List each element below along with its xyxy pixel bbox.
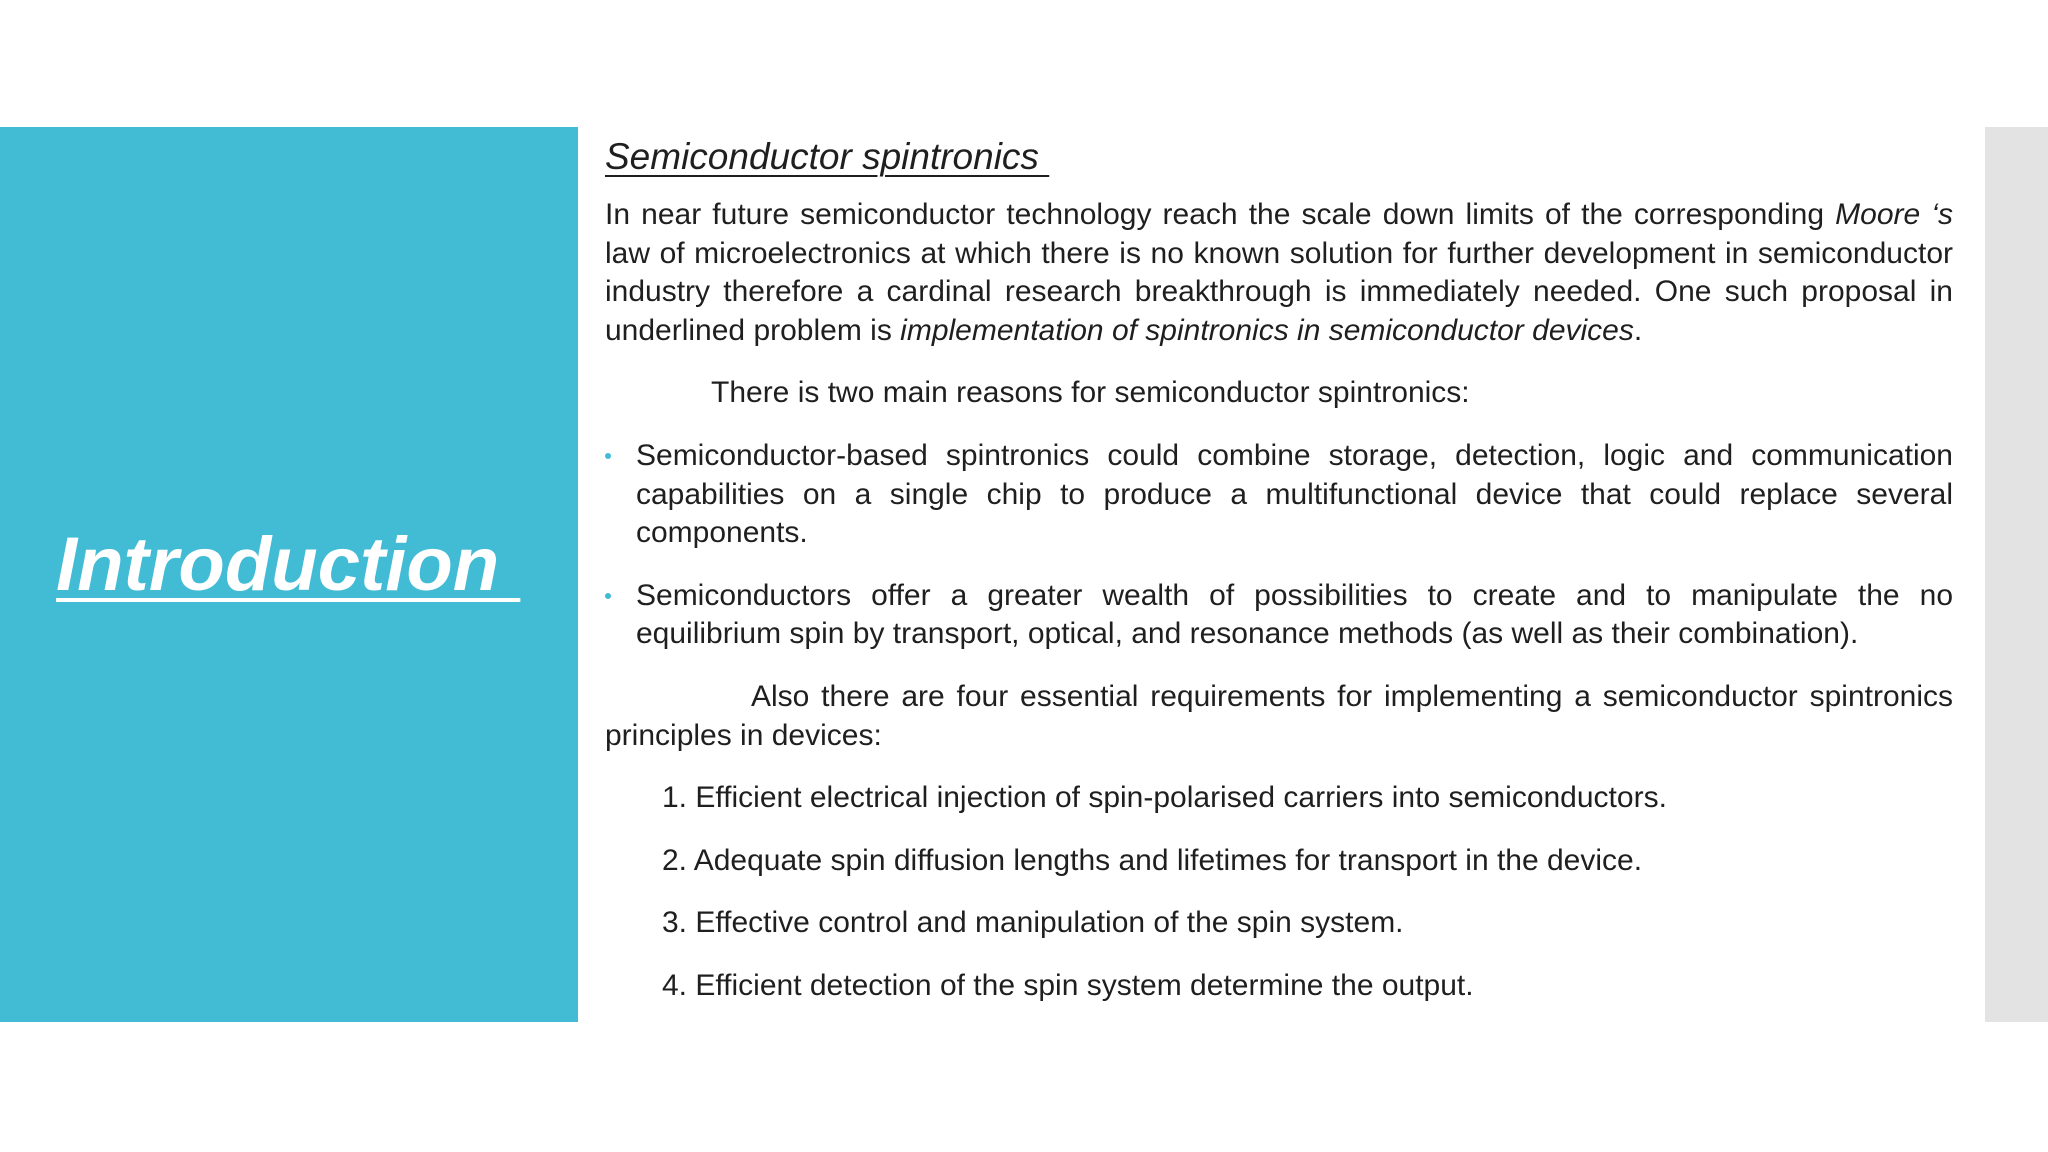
reasons-list [605,437,1953,654]
reason-text: Semiconductors offer a greater wealth of possibilities to create and to manipulate the no equilibrium spin by transport, optical, and resonance methods (as well as their combination). [636,578,1953,651]
intro-moore: Moore ‘s [1835,198,1953,231]
reason-item [605,437,1953,553]
intro-text-1: In near future semiconductor technology reach the scale down limits of the corresponding [605,198,1836,231]
requirement-item: 4. Efficient detection of the spin system determine the output. [662,968,1474,1002]
requirements-heading: Also there are four essential requirements for implementing a semiconductor spintronics principles in devices: [605,679,1953,752]
reason-text: Semiconductor-based spintronics could combine storage, detection, logic and communication capabilities on a single chip to produce a multifunctional device that could replace several components. [636,438,1953,550]
side-accent-bar [1985,127,2048,1022]
section-subtitle: Semiconductor spintronics [605,136,1050,177]
intro-text-3: . [1633,313,1643,347]
requirements-list [605,779,1953,1005]
requirement-item: 1. Efficient electrical injection of spin-polarised carriers into semiconductors. [662,781,1667,815]
intro-paragraph [605,196,1953,350]
bullet-dot-icon [605,593,611,599]
content-area [605,134,1953,1006]
intro-text-2: law of microelectronics at which there is no known solution for further development in semiconductor industry therefore a cardinal research breakthrough is immediately needed. One such proposal in underlined problem is [605,236,1953,347]
slide-title: Introduction [56,522,521,607]
intro-emphasis: implementation of spintronics in semiconductor devices [900,313,1634,347]
reason-item [605,577,1953,654]
requirement-item: 2. Adequate spin diffusion lengths and lifetimes for transport in the device. [662,843,1643,877]
bullet-dot-icon [605,453,611,459]
requirement-item: 3. Effective control and manipulation of the spin system. [662,906,1404,940]
reasons-heading: There is two main reasons for semiconductor spintronics: [711,376,1470,410]
